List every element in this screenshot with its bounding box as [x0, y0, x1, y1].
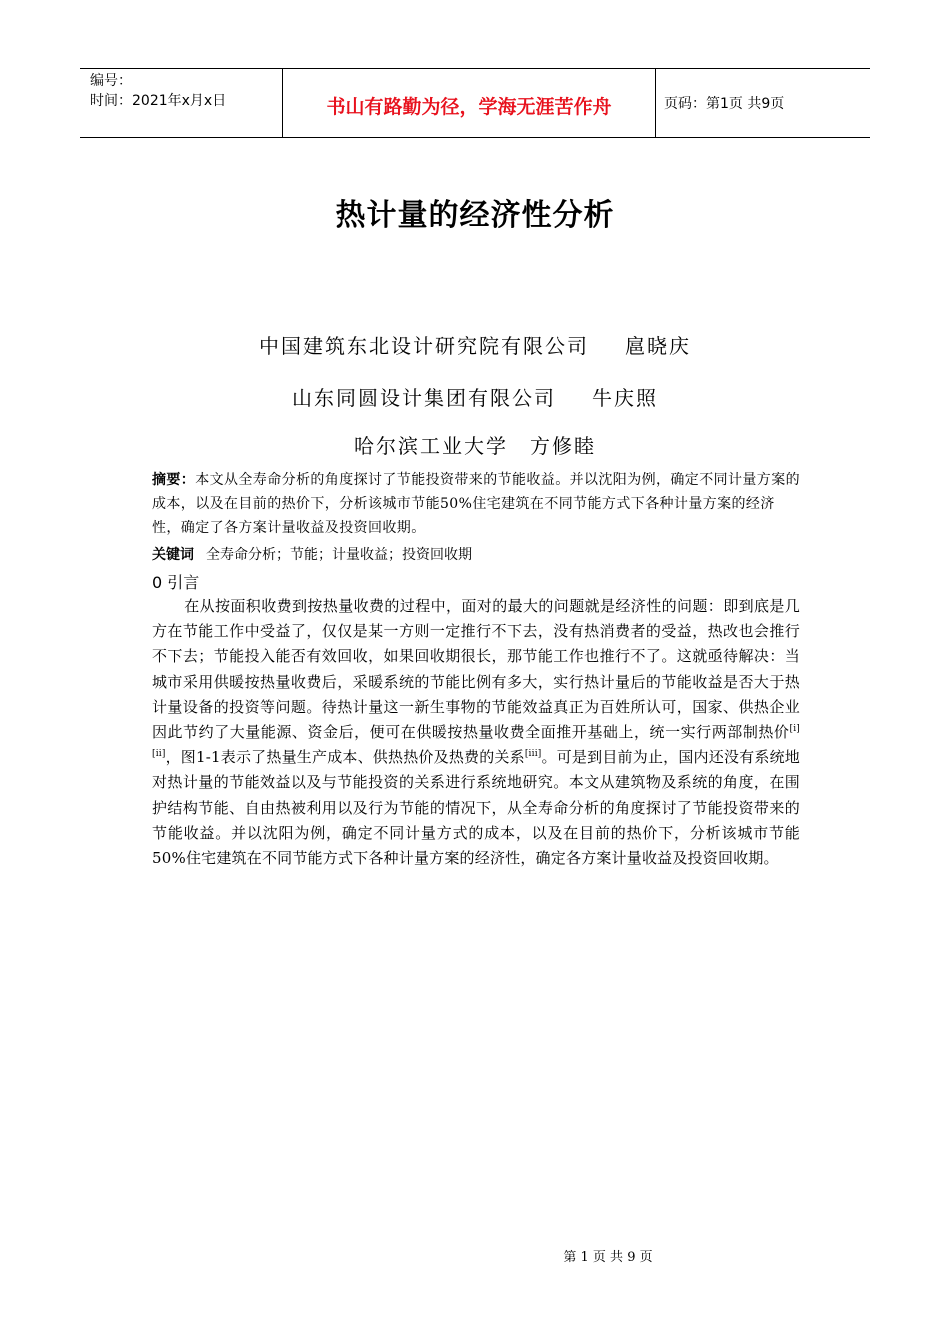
author-org: 哈尔滨工业大学 [354, 434, 508, 458]
number-label: 编号： [90, 73, 132, 89]
abstract [152, 468, 800, 540]
document-title: 热计量的经济性分析 [335, 198, 615, 233]
abstract-text: 本文从全寿命分析的角度探讨了节能投资带来的节能收益。并以沈阳为例，确定不同计量方案的成本，以及在目前的热价下，分析该城市节能50%住宅建筑在不同节能方式下各种计量方案的经济性，确定了各方案计量收益及投资回收期。 [152, 472, 801, 536]
body-paragraph [152, 594, 800, 871]
keywords-text: 全寿命分析；节能；计量收益；投资回收期 [206, 547, 472, 563]
author-line-3 [0, 430, 950, 459]
author-name: 扈晓庆 [625, 334, 691, 358]
section-heading: 0 引言 [152, 573, 200, 592]
header-motto: 书山有路勤为径，学海无涯苦作舟 [282, 69, 656, 137]
author-line-2 [0, 382, 950, 411]
body-text-part1: 在从按面积收费到按热量收费的过程中，面对的最大的问题就是经济性的问题：即到底是几方在节能工作中受益了，仅仅是某一方则一定推行不下去，没有热消费者的受益，热改也会推行不下去；节能投入能否有效回收，如果回收期很长，那节能工作也推行不了。这就亟待解决：当城市采用供暖按热量收费后，采暖系统的节能比例有多大，实行热计量后的节能收益是否大于热计量设备的投资等问题。待热计量这一新生事物的节能效益真正为百姓所认可，国家、供热企业因此节约了大量能源、资金后，便可在供暖按热量收费全面推开基础上，统一实行两部制热价 [152, 597, 800, 742]
keywords [152, 544, 472, 564]
body-text-part3: 。可是到目前为止，国内还没有系统地对热计量的节能效益以及与节能投资的关系进行系统地研究。本文从建筑物及系统的角度，在围护结构节能、自由热被利用以及行为节能的情况下，从全寿命分析的角度探讨了节能投资带来的节能收益。并以沈阳为例，确定不同计量方式的成本，以及在目前的热价下，分析该城市节能50%住宅建筑在不同节能方式下各种计量方案的经济性，确定各方案计量收益及投资回收期。 [152, 748, 800, 868]
header-page-code: 页码：第1页 共9页 [664, 96, 785, 112]
author-line-1 [0, 330, 950, 359]
citation-ref[interactable]: [iii] [524, 749, 542, 760]
body-text-part2: ，图1-1表示了热量生产成本、供热热价及热费的关系 [165, 748, 525, 767]
header-meta [80, 69, 282, 137]
abstract-label: 摘要： [152, 472, 196, 488]
citation-ref[interactable]: [i][ii] [152, 724, 800, 760]
author-name: 牛庆照 [592, 386, 658, 410]
author-org: 山东同圆设计集团有限公司 [292, 386, 556, 410]
keywords-label: 关键词 [152, 547, 194, 563]
page-header [80, 68, 870, 138]
page-footer: 第 1 页 共 9 页 [563, 1250, 653, 1265]
author-name: 方修睦 [530, 434, 596, 458]
author-org: 中国建筑东北设计研究院有限公司 [259, 334, 589, 358]
time-label: 时间：2021年x月x日 [90, 93, 227, 109]
